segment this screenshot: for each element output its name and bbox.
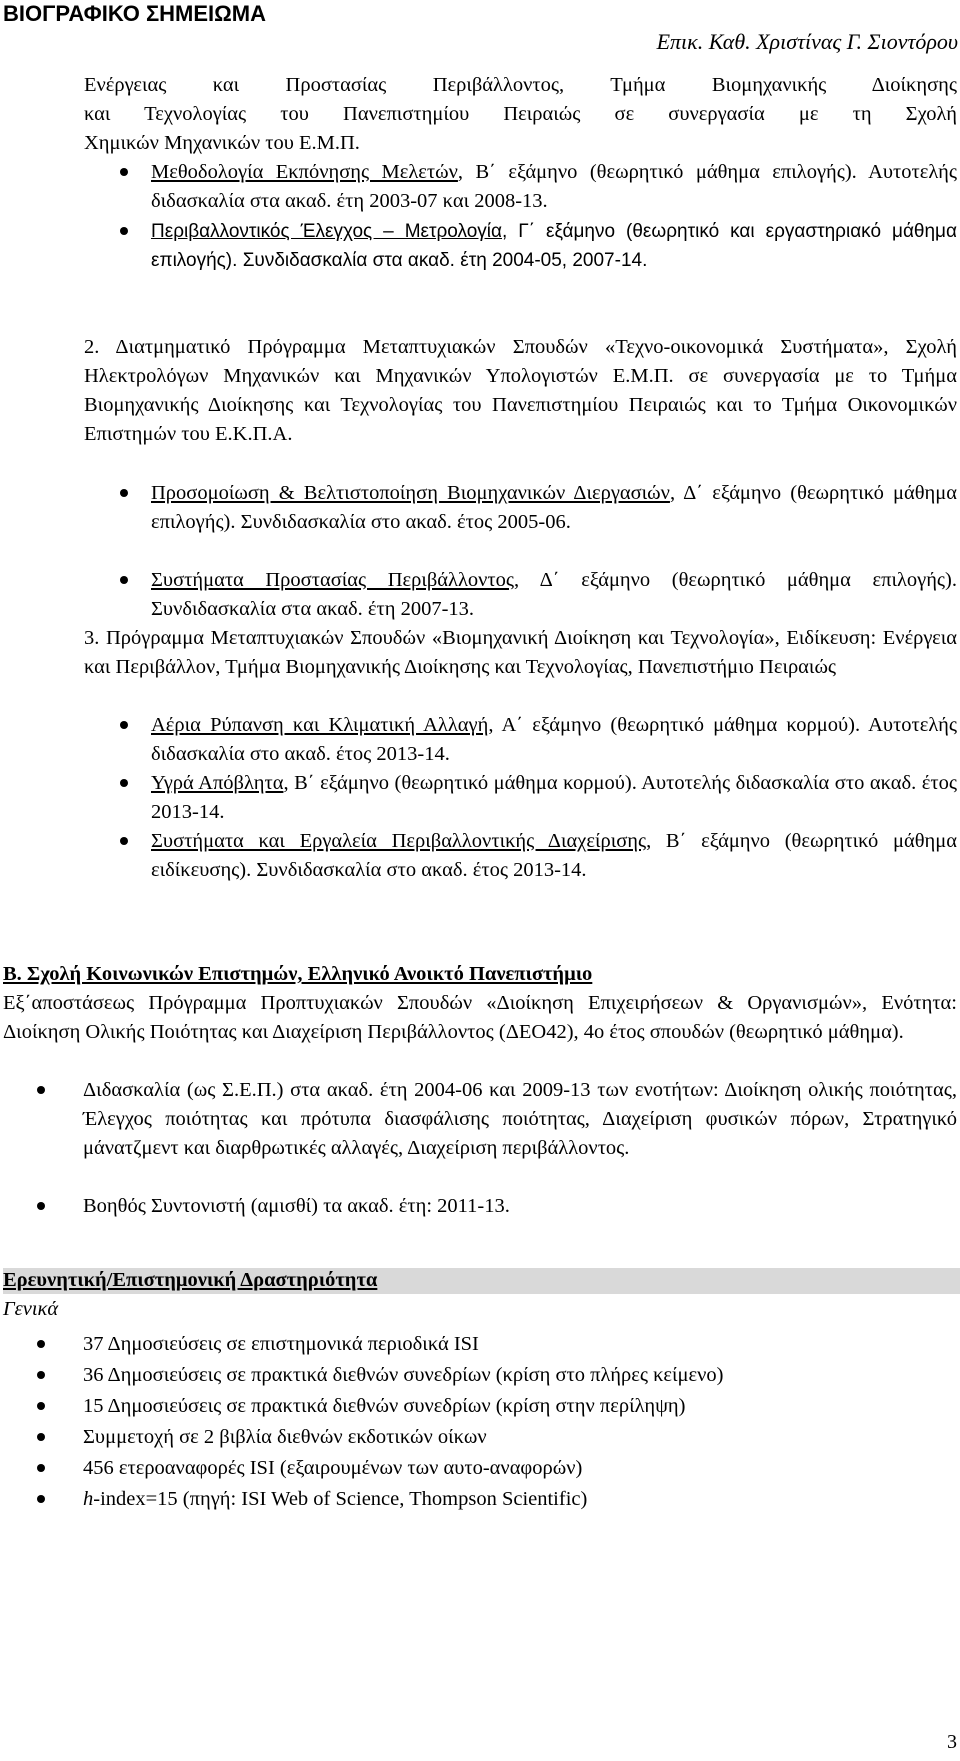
list-item-text: 456 ετεροαναφορές ISI (εξαιρουμένων των αυτο-αναφορών) <box>83 1457 583 1479</box>
course-details: , Β΄ εξάμηνο (θεωρητικό μάθημα κορμού). Αυτοτελής διδασκαλία στο ακαδ. έτος 2013-14. <box>151 772 957 823</box>
bullet-icon <box>37 1433 45 1441</box>
bullet-icon <box>120 721 128 729</box>
section-heading: Ερευνητική/Επιστημονική Δραστηριότητα <box>3 1269 378 1291</box>
list-item-text: Συμμετοχή σε 2 βιβλία διεθνών εκδοτικών οίκων <box>83 1426 487 1448</box>
bullet-icon <box>120 576 128 584</box>
bullet-icon <box>120 489 128 497</box>
course-details: , Α΄ εξάμηνο (θεωρητικό μάθημα κορμού). Αυτοτελής διδασκαλία στο ακαδ. έτος 2013-14. <box>151 714 957 765</box>
section-heading: Β. Σχολή Κοινωνικών Επιστημών, Ελληνικό Ανοικτό Πανεπιστήμιο <box>3 963 593 985</box>
author-name: Επικ. Καθ. Χριστίνας Γ. Σιοντόρου <box>656 29 958 54</box>
course-details: , Δ΄ εξάμηνο (θεωρητικό μάθημα επιλογής). Συνδιδασκαλία στα ακαδ. έτη 2007-13. <box>151 569 958 620</box>
bullet-icon <box>37 1340 45 1348</box>
course-title: Συστήματα και Εργαλεία Περιβαλλοντικής Διαχείρισης <box>151 830 647 852</box>
list-item-text: 36 Δημοσιεύσεις σε πρακτικά διεθνών συνεδρίων (κρίση στο πλήρες κείμενο) <box>83 1364 724 1386</box>
course-title: Προσομοίωση & Βελτιστοποίηση Βιομηχανικών Διεργασιών <box>151 482 670 504</box>
course-title: Μεθοδολογία Εκπόνησης Μελετών <box>151 161 458 183</box>
bullet-icon <box>120 168 128 176</box>
course-title: Υγρά Απόβλητα <box>151 772 284 794</box>
course-title: Περιβαλλοντικός Έλεγχος – Μετρολογία <box>151 221 502 242</box>
intro-paragraph <box>84 71 957 158</box>
course-title: Αέρια Ρύπανση και Κλιματική Αλλαγή <box>151 714 489 736</box>
intro-line: Χημικών Μηχανικών του Ε.Μ.Π. <box>84 132 360 154</box>
program-paragraph: 3. Πρόγραμμα Μεταπτυχιακών Σπουδών «Βιομηχανική Διοίκηση και Τεχνολογία», Ειδίκευση: Ενέργεια και Περιβάλλον, Τμήμα Βιομηχανικής Διοίκησης και Τεχνολογίας, Πανεπιστήμιο Πειραιώς <box>84 627 957 678</box>
intro-line: Ενέργειας και Προστασίας Περιβάλλοντος, Τμήμα Βιομηχανικής Διοίκησης <box>84 74 957 96</box>
bullet-icon <box>37 1495 45 1503</box>
bullet-icon <box>120 837 128 845</box>
hindex-prefix: h <box>83 1488 94 1510</box>
course-details: , Γ΄ εξάμηνο (θεωρητικό και εργαστηριακό μάθημα επιλογής). Συνδιδασκαλία στα ακαδ. έτη 2004-05, 2007-14. <box>151 221 957 271</box>
course-details: , Β΄ εξάμηνο (θεωρητικό μάθημα επιλογής). Αυτοτελής διδασκαλία στα ακαδ. έτη 2003-07 και 2008-13. <box>151 161 957 212</box>
bullet-icon <box>37 1464 45 1472</box>
course-title: Συστήματα Προστασίας Περιβάλλοντος <box>151 569 515 591</box>
list-item-text: Βοηθός Συντονιστή (αμισθί) τα ακαδ. έτη: 2011-13. <box>83 1195 510 1217</box>
page-number: 3 <box>947 1731 957 1753</box>
course-details: , Β΄ εξάμηνο (θεωρητικό μάθημα ειδίκευσης). Συνδιδασκαλία στο ακαδ. έτος 2013-14. <box>151 830 957 881</box>
list-item-text: 15 Δημοσιεύσεις σε πρακτικά διεθνών συνεδρίων (κρίση στην περίληψη) <box>83 1395 686 1417</box>
list-item-text: Διδασκαλία (ως Σ.Ε.Π.) στα ακαδ. έτη 2004-06 και 2009-13 των ενοτήτων: Διοίκηση ολικής ποιότητας, Έλεγχος ποιότητας και πρότυπα διασφάλισης ποιότητας, Διαχείριση φυσικών πόρων, Στρατηγικό μάνατζμεντ και διαρθρωτικές αλλαγές, Διαχείριση περιβάλλοντος. <box>83 1079 957 1159</box>
intro-line: και Τεχνολογίας του Πανεπιστημίου Πειραιώς σε συνεργασία με τη Σχολή <box>84 103 957 125</box>
bullet-icon <box>37 1371 45 1379</box>
subheading: Γενικά <box>3 1298 59 1320</box>
bullet-icon <box>120 779 128 787</box>
list-item-text: 37 Δημοσιεύσεις σε επιστημονικά περιοδικά ISI <box>83 1333 479 1355</box>
list-item-text: -index=15 (πηγή: ISI Web of Science, Thompson Scientific) <box>93 1488 588 1510</box>
bullet-icon <box>37 1402 45 1410</box>
document-title: ΒΙΟΓΡΑΦΙΚΟ ΣΗΜΕΙΩΜΑ <box>3 1 267 26</box>
bullet-icon <box>37 1086 45 1094</box>
bullet-icon <box>37 1202 45 1210</box>
program-paragraph: 2. Διατμηματικό Πρόγραμμα Μεταπτυχιακών Σπουδών «Τεχνο-οικονομικά Συστήματα», Σχολή Ηλεκτρολόγων Μηχανικών και Μηχανικών Υπολογιστών Ε.Μ.Π. σε συνεργασία με το Τμήμα Βιομηχανικής Διοίκησης και Τεχνολογίας του Πανεπιστημίου Πειραιώς και το Τμήμα Οικονομικών Επιστημών του Ε.Κ.Π.Α. <box>84 336 957 445</box>
section-paragraph: Εξ΄αποστάσεως Πρόγραμμα Προπτυχιακών Σπουδών «Διοίκηση Επιχειρήσεων & Οργανισμών», Ενότητα: Διοίκηση Ολικής Ποιότητας και Διαχείριση Περιβάλλοντος (ΔΕΟ42), 4ο έτος σπουδών (θεωρητικό μάθημα). <box>3 992 957 1043</box>
course-details: , Δ΄ εξάμηνο (θεωρητικό μάθημα επιλογής). Συνδιδασκαλία στο ακαδ. έτος 2005-06. <box>151 482 957 533</box>
bullet-icon <box>120 227 128 235</box>
